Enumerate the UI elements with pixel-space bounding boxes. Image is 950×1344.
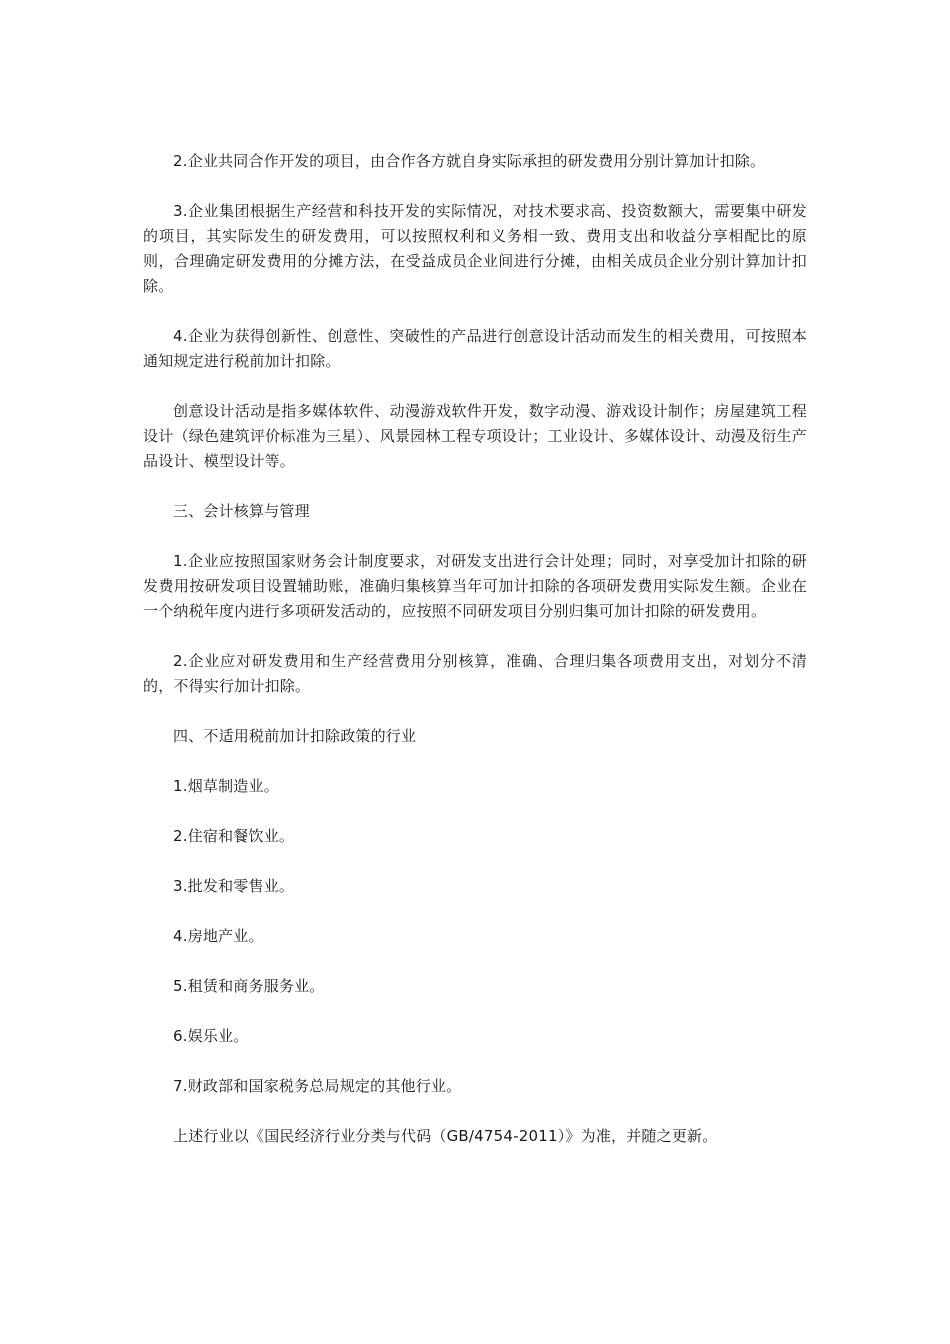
paragraph-group-allocation: 3.企业集团根据生产经营和科技开发的实际情况，对技术要求高、投资数额大，需要集中研发的项目，其实际发生的研发费用，可以按照权利和义务相一致、费用支出和收益分享相配比的原则，合理确定研发费用的分摊方法，在受益成员企业间进行分摊，由相关成员企业分别计算加计扣除。 <box>143 202 807 295</box>
paragraph-creative-design-definition: 创意设计活动是指多媒体软件、动漫游戏软件开发，数字动漫、游戏设计制作；房屋建筑工程设计（绿色建筑评价标准为三星）、风景园林工程专项设计；工业设计、多媒体设计、动漫及衍生产品设计、模型设计等。 <box>143 402 807 470</box>
paragraph-accounting-2: 2.企业应对研发费用和生产经营费用分别核算，准确、合理归集各项费用支出，对划分不清的，不得实行加计扣除。 <box>143 652 807 695</box>
list-item-industry-2: 2.住宿和餐饮业。 <box>173 827 295 845</box>
list-item-industry-5: 5.租赁和商务服务业。 <box>173 977 325 995</box>
paragraph-accounting-1: 1.企业应按照国家财务会计制度要求，对研发支出进行会计处理；同时，对享受加计扣除的研发费用按研发项目设置辅助账，准确归集核算当年可加计扣除的各项研发费用实际发生额。企业在一个纳税年度内进行多项研发活动的，应按照不同研发项目分别归集可加计扣除的研发费用。 <box>143 552 807 620</box>
paragraph-joint-development: 2.企业共同合作开发的项目，由合作各方就自身实际承担的研发费用分别计算加计扣除。 <box>173 152 766 170</box>
list-item-industry-3: 3.批发和零售业。 <box>173 877 295 895</box>
paragraph-creative-design: 4.企业为获得创新性、创意性、突破性的产品进行创意设计活动而发生的相关费用，可按照本通知规定进行税前加计扣除。 <box>143 327 807 370</box>
list-item-industry-4: 4.房地产业。 <box>173 927 264 945</box>
section-heading-accounting: 三、会计核算与管理 <box>173 502 310 520</box>
document-body <box>143 149 807 1174</box>
section-heading-excluded-industries: 四、不适用税前加计扣除政策的行业 <box>173 727 417 745</box>
list-item-industry-7: 7.财政部和国家税务总局规定的其他行业。 <box>173 1077 462 1095</box>
list-item-industry-1: 1.烟草制造业。 <box>173 777 279 795</box>
list-item-industry-6: 6.娱乐业。 <box>173 1027 249 1045</box>
paragraph-classification-standard: 上述行业以《国民经济行业分类与代码（GB/4754-2011）》为准，并随之更新。 <box>173 1127 718 1145</box>
